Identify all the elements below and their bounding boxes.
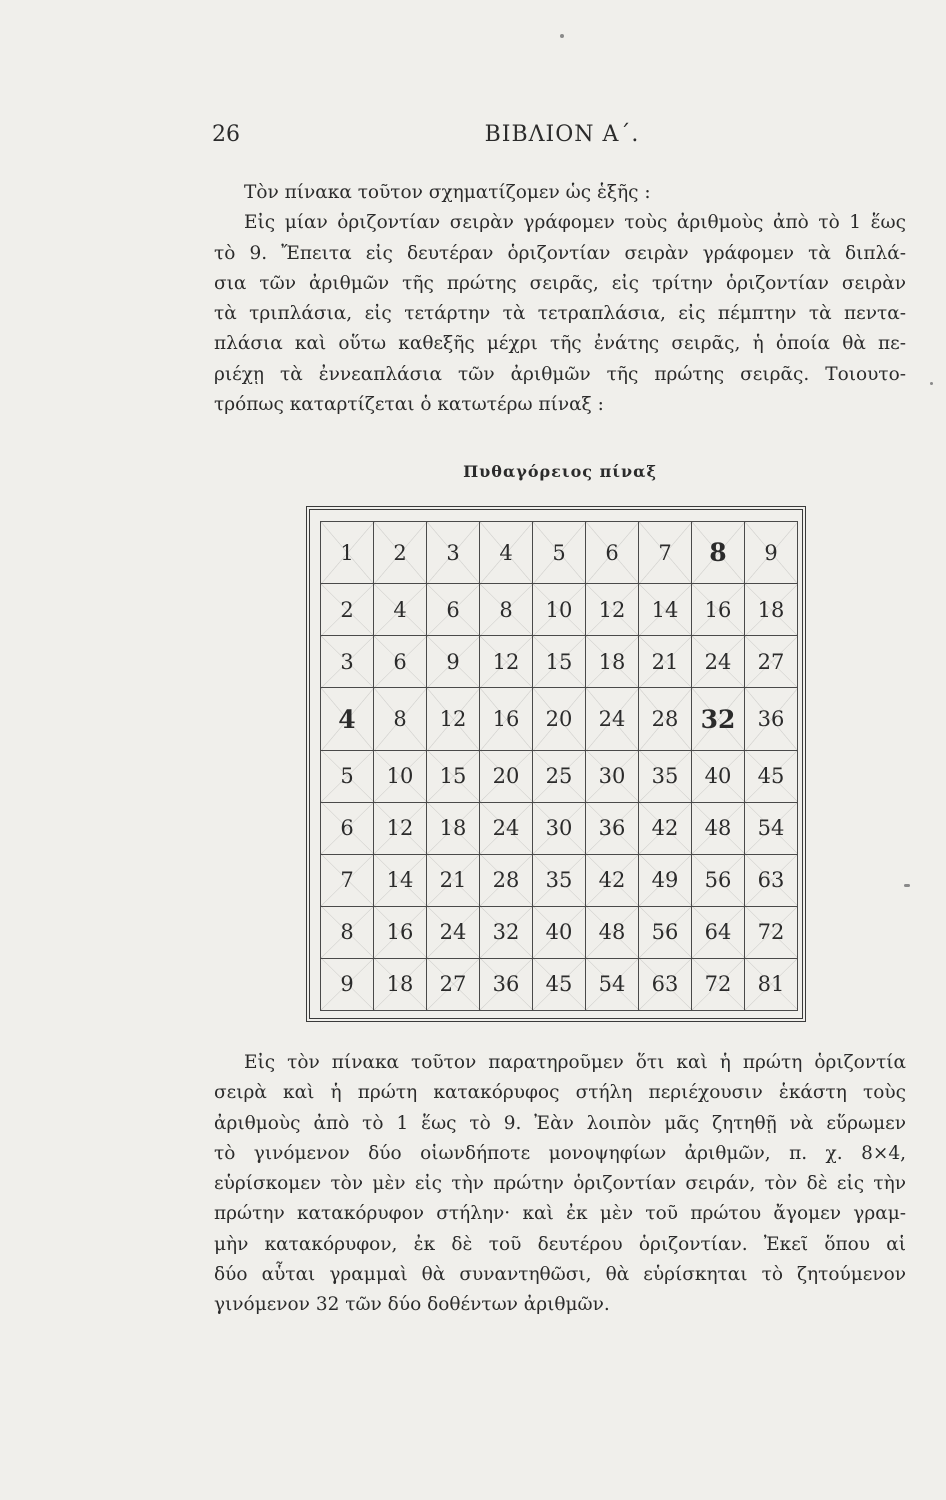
table-cell: 24 (586, 688, 639, 750)
table-cell: 36 (586, 802, 639, 854)
table-cell: 72 (692, 958, 745, 1010)
table-cell: 10 (374, 750, 427, 802)
table-cell: 4 (480, 522, 533, 584)
table-cell: 7 (639, 522, 692, 584)
table-cell: 18 (374, 958, 427, 1010)
table-cell: 16 (692, 584, 745, 636)
paper-speck (904, 884, 910, 887)
table-cell: 54 (745, 802, 798, 854)
table-cell: 3 (321, 636, 374, 688)
table-cell: 63 (745, 854, 798, 906)
text-line: ριέχῃ τὰ ἐννεαπλάσια τῶν ἀριθμῶν τῆς πρώτης σειρᾶς. Τοιουτο- (214, 363, 906, 385)
table-cell: 18 (745, 584, 798, 636)
table-cell: 48 (692, 802, 745, 854)
table-cell: 4 (321, 688, 374, 750)
table-cell: 12 (586, 584, 639, 636)
table-cell: 36 (745, 688, 798, 750)
table-cell: 5 (533, 522, 586, 584)
table-cell: 9 (321, 958, 374, 1010)
table-cell: 64 (692, 906, 745, 958)
table-cell: 24 (692, 636, 745, 688)
table-cell: 9 (745, 522, 798, 584)
table-row (321, 854, 798, 906)
table-cell: 18 (427, 802, 480, 854)
text-line: Εἰς τὸν πίνακα τοῦτον παρατηροῦμεν ὅτι καὶ ἡ πρώτη ὁριζοντία (244, 1052, 906, 1073)
paper-speck (560, 34, 564, 38)
table-cell: 35 (533, 854, 586, 906)
table-cell: 24 (427, 906, 480, 958)
table-cell: 49 (639, 854, 692, 906)
table-cell: 12 (427, 688, 480, 750)
table-cell: 81 (745, 958, 798, 1010)
table-cell: 24 (480, 802, 533, 854)
text-line: Τὸν πίνακα τοῦτον σχηματίζομεν ὡς ἑξῆς : (244, 182, 651, 203)
table-cell: 30 (533, 802, 586, 854)
table-cell: 48 (586, 906, 639, 958)
table-cell: 20 (480, 750, 533, 802)
table-row (321, 688, 798, 750)
table-cell: 1 (321, 522, 374, 584)
table-cell: 3 (427, 522, 480, 584)
table-cell: 12 (374, 802, 427, 854)
table-title: Πυθαγόρειος πίναξ (463, 462, 657, 481)
intro-paragraph (214, 178, 906, 420)
table-cell: 42 (639, 802, 692, 854)
text-line: τὸ γινόμενον δύο οἱωνδήποτε μονοψηφίων ἀριθμῶν, π. χ. 8×4, (214, 1142, 906, 1164)
table-cell: 30 (586, 750, 639, 802)
table-cell: 15 (427, 750, 480, 802)
table-cell: 28 (639, 688, 692, 750)
table-cell: 21 (639, 636, 692, 688)
text-line: Εἰς μίαν ὁριζοντίαν σειρὰν γράφομεν τοὺς ἀριθμοὺς ἀπὸ τὸ 1 ἕως (244, 212, 906, 234)
table-cell: 25 (533, 750, 586, 802)
table-cell: 21 (427, 854, 480, 906)
table-cell: 4 (374, 584, 427, 636)
page-number: 26 (212, 122, 240, 147)
table-cell: 6 (321, 802, 374, 854)
text-line: τὸ 9. Ἔπειτα εἰς δευτέραν ὁριζοντίαν σειρὰν γράφομεν τὰ διπλά- (214, 242, 906, 264)
table-cell: 2 (374, 522, 427, 584)
text-line: σειρὰ καὶ ἡ πρώτη κατακόρυφος στήλη περιέχουσιν ἑκάστη τοὺς (214, 1082, 906, 1104)
table-cell: 56 (692, 854, 745, 906)
table-cell: 40 (533, 906, 586, 958)
table-cell: 40 (692, 750, 745, 802)
table-cell: 45 (533, 958, 586, 1010)
table-cell: 42 (586, 854, 639, 906)
table-row (321, 584, 798, 636)
table-row (321, 522, 798, 584)
table-cell: 45 (745, 750, 798, 802)
text-line: σια τῶν ἀριθμῶν τῆς πρώτης σειρᾶς, εἰς τρίτην ὁριζοντίαν σειρὰν (214, 272, 906, 294)
table-cell: 27 (745, 636, 798, 688)
table-cell: 8 (692, 522, 745, 584)
text-line: ἀριθμοὺς ἀπὸ τὸ 1 ἕως τὸ 9. Ἐὰν λοιπὸν μᾶς ζητηθῇ νὰ εὕρωμεν (214, 1112, 906, 1134)
table-cell: 6 (427, 584, 480, 636)
table-row (321, 802, 798, 854)
table-cell: 15 (533, 636, 586, 688)
outro-paragraph (214, 1048, 906, 1321)
table-cell: 72 (745, 906, 798, 958)
table-cell: 28 (480, 854, 533, 906)
table-cell: 63 (639, 958, 692, 1010)
table-cell: 10 (533, 584, 586, 636)
table-cell: 2 (321, 584, 374, 636)
table-cell: 5 (321, 750, 374, 802)
table-row (321, 906, 798, 958)
text-line: τρόπως καταρτίζεται ὁ κατωτέρω πίναξ : (214, 394, 604, 416)
table-cell: 7 (321, 854, 374, 906)
table-cell: 54 (586, 958, 639, 1010)
pythagorean-table (320, 521, 798, 1011)
table-cell: 35 (639, 750, 692, 802)
running-head: ΒΙΒΛΙΟΝ Α΄. (484, 122, 640, 147)
table-row (321, 750, 798, 802)
text-line: γινόμενον 32 τῶν δύο δοθέντων ἀριθμῶν. (214, 1294, 610, 1316)
table-cell: 6 (586, 522, 639, 584)
table-cell: 9 (427, 636, 480, 688)
text-line: πλάσια καὶ οὕτω καθεξῆς μέχρι τῆς ἐνάτης σειρᾶς, ἡ ὁποία θὰ πε- (214, 333, 906, 355)
table-row (321, 958, 798, 1010)
text-line: τὰ τριπλάσια, εἰς τετάρτην τὰ τετραπλάσια, εἰς πέμπτην τὰ πεντα- (214, 303, 906, 325)
page-header (212, 122, 912, 156)
table-cell: 8 (321, 906, 374, 958)
table-cell: 56 (639, 906, 692, 958)
table-cell: 18 (586, 636, 639, 688)
table-row (321, 636, 798, 688)
table-cell: 8 (480, 584, 533, 636)
paper-speck (930, 382, 933, 385)
table-cell: 20 (533, 688, 586, 750)
text-line: μὴν κατακόρυφον, ἐκ δὲ τοῦ δευτέρου ὁριζοντίαν. Ἐκεῖ ὅπου αἱ (214, 1233, 906, 1255)
table-cell: 16 (480, 688, 533, 750)
text-line: πρώτην κατακόρυφον στήλην· καὶ ἐκ μὲν τοῦ πρώτου ἄγομεν γραμ- (214, 1203, 906, 1225)
table-cell: 6 (374, 636, 427, 688)
table-cell: 14 (374, 854, 427, 906)
pythagorean-table-frame (306, 506, 806, 1022)
table-cell: 32 (480, 906, 533, 958)
table-cell: 16 (374, 906, 427, 958)
table-cell: 14 (639, 584, 692, 636)
text-line: δύο αὗται γραμμαὶ θὰ συναντηθῶσι, θὰ εὑρίσκηται τὸ ζητούμενον (214, 1264, 906, 1286)
table-cell: 12 (480, 636, 533, 688)
table-cell: 8 (374, 688, 427, 750)
table-cell: 27 (427, 958, 480, 1010)
table-cell: 36 (480, 958, 533, 1010)
text-line: εὑρίσκομεν τὸν μὲν εἰς τὴν πρώτην ὁριζοντίαν σειράν, τὸν δὲ εἰς τὴν (214, 1173, 906, 1195)
table-cell: 32 (692, 688, 745, 750)
